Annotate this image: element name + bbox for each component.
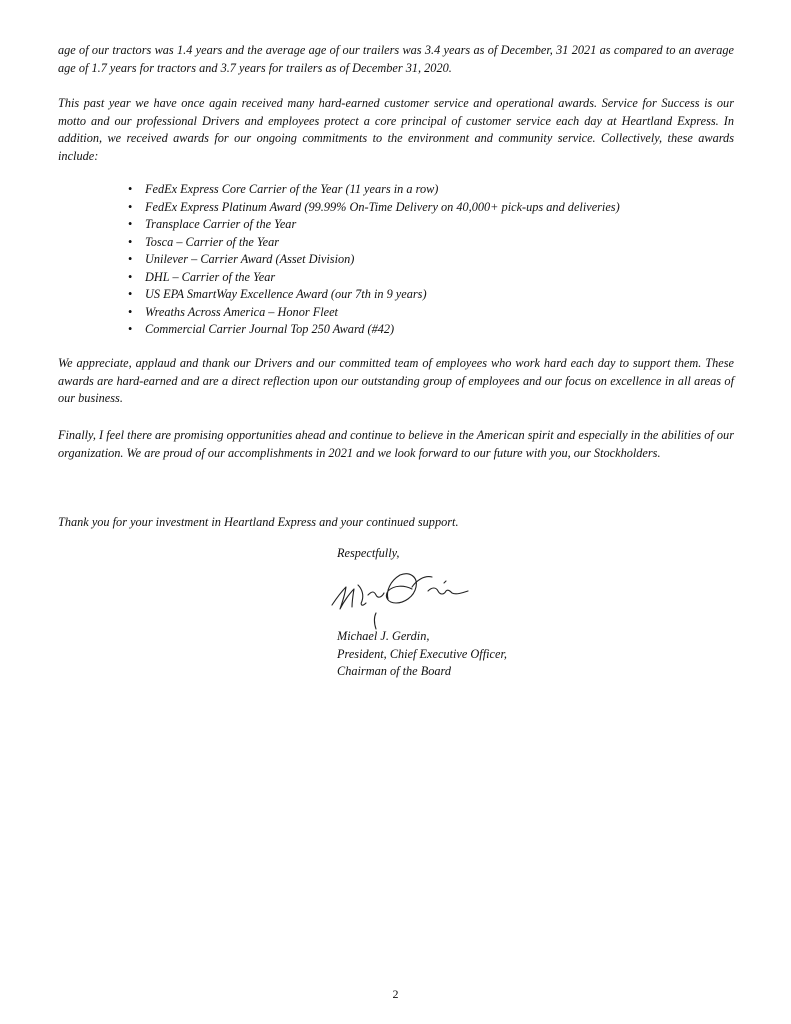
paragraph-awards-intro: This past year we have once again received many hard-earned customer service and operational awards. Service for Success is our motto and our professional Drivers and employees protect a core principal of customer service each day at Heartland Express. In addition, we received awards for our ongoing commitments to the environment and community service. Collectively, these awards include: bbox=[58, 96, 734, 163]
award-text: Wreaths Across America – Honor Fleet bbox=[145, 304, 338, 319]
bullet-icon: • bbox=[128, 199, 133, 214]
list-item bbox=[128, 199, 620, 217]
paragraph-thanks: Thank you for your investment in Heartland Express and your continued support. bbox=[58, 515, 459, 529]
page-number: 2 bbox=[392, 987, 399, 1001]
list-item bbox=[128, 269, 620, 287]
signer-block bbox=[337, 628, 507, 681]
signature-image bbox=[328, 565, 478, 633]
list-item bbox=[128, 251, 620, 269]
award-text: FedEx Express Core Carrier of the Year (11 years in a row) bbox=[145, 182, 439, 196]
paragraph-outlook: Finally, I feel there are promising opportunities ahead and continue to believe in the American spirit and especially in the abilities of our organization. We are proud of our accomplishments in 2021 and we look forward to our future with you, our Stockholders. bbox=[58, 428, 734, 460]
award-text: DHL – Carrier of the Year bbox=[145, 269, 276, 284]
award-text: Transplace Carrier of the Year bbox=[145, 217, 297, 231]
paragraph-appreciation: We appreciate, applaud and thank our Drivers and our committed team of employees who work hard each day to support them. These awards are hard-earned and are a direct reflection upon our outstanding group of employees and our focus on excellence in all areas of our business. bbox=[58, 356, 734, 406]
signer-name: Michael J. Gerdin, bbox=[337, 629, 430, 643]
list-item bbox=[128, 181, 620, 199]
bullet-icon: • bbox=[128, 269, 133, 284]
bullet-icon: • bbox=[128, 217, 133, 231]
award-text: Unilever – Carrier Award (Asset Division) bbox=[145, 252, 355, 266]
bullet-icon: • bbox=[128, 287, 133, 301]
closing-salutation: Respectfully, bbox=[337, 546, 400, 560]
bullet-icon: • bbox=[128, 252, 133, 266]
signer-board-role: Chairman of the Board bbox=[337, 664, 451, 679]
bullet-icon: • bbox=[128, 182, 133, 196]
bullet-icon: • bbox=[128, 304, 133, 319]
list-item bbox=[128, 321, 620, 339]
bullet-icon: • bbox=[128, 234, 133, 249]
award-text: Commercial Carrier Journal Top 250 Award (#42) bbox=[145, 322, 395, 336]
paragraph-fleet-age: age of our tractors was 1.4 years and the average age of our trailers was 3.4 years as of December, 31 2021 as compared to an average age of 1.7 years for tractors and 3.7 years for trailers as of December 31, 2020. bbox=[58, 43, 734, 75]
list-item bbox=[128, 286, 620, 304]
signer-title: President, Chief Executive Officer, bbox=[337, 646, 507, 661]
awards-list bbox=[128, 181, 620, 339]
award-text: FedEx Express Platinum Award (99.99% On-Time Delivery on 40,000+ pick-ups and deliveries) bbox=[145, 199, 620, 214]
list-item bbox=[128, 304, 620, 322]
list-item bbox=[128, 216, 620, 234]
award-text: US EPA SmartWay Excellence Award (our 7th in 9 years) bbox=[145, 287, 427, 301]
award-text: Tosca – Carrier of the Year bbox=[145, 234, 280, 249]
list-item bbox=[128, 234, 620, 252]
bullet-icon: • bbox=[128, 322, 133, 336]
